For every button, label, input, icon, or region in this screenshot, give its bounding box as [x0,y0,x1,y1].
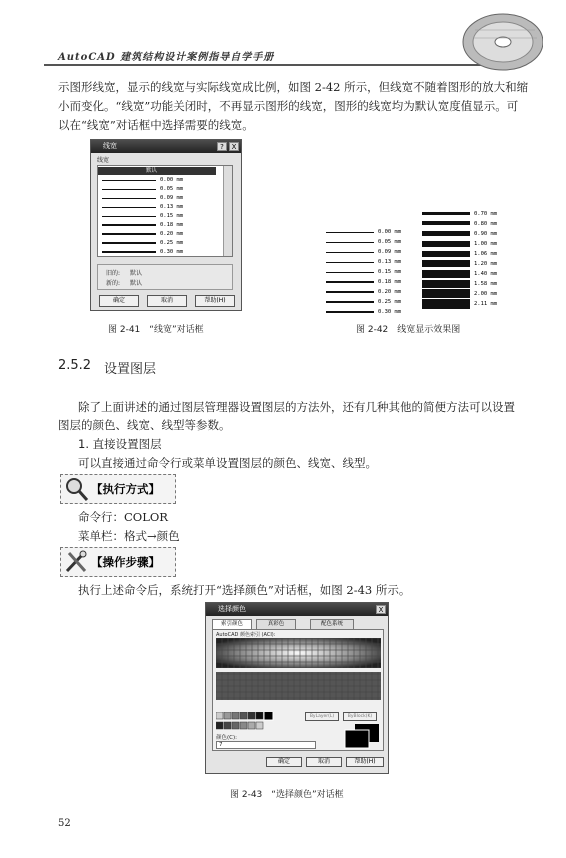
sample-label: 0.20 mm [378,289,402,295]
figure-caption: 图 2-43 “选择颜色”对话框 [230,790,344,800]
new-value: 默认 [130,280,143,287]
sample-label: 1.20 mm [474,261,498,267]
list-item-label: 0.05 mm [160,186,184,192]
header-rule [44,64,522,66]
dialog-title: 选择颜色 [218,605,246,613]
list-item-label: 0.18 mm [160,222,184,228]
sample-label: 0.80 mm [474,221,498,227]
list-item-label: 0.13 mm [160,204,184,210]
list-item[interactable] [98,239,216,247]
tab-color-books[interactable]: 配色系统 [310,619,354,629]
bylayer-button[interactable]: ByLayer(L) [305,712,339,721]
color-input[interactable]: 7 [216,741,316,749]
sample-label: 0.15 mm [378,269,402,275]
sample-label: 0.09 mm [378,249,402,255]
list-item-label: 默认 [146,168,158,174]
paragraph-line: 以在“线宽”对话框中选择需要的线宽。 [58,118,254,132]
sample-label: 0.13 mm [378,259,402,265]
sample-label: 2.00 mm [474,291,498,297]
select-color-titlebar [206,603,388,616]
close-button[interactable]: X [376,605,386,614]
paragraph-line: 执行上述命令后，系统打开“选择颜色”对话框，如图 2-43 所示。 [78,583,411,597]
paragraph-line: 小而变化。“线宽”功能关闭时，不再显示图形的线宽，图形的线宽均为默认宽度值显示。可 [58,99,519,113]
help-button[interactable]: 帮助(H) [195,295,235,307]
list-label: 线宽 [97,157,110,164]
list-item[interactable] [98,185,216,193]
sample-label: 0.18 mm [378,279,402,285]
badge-label: 【操作步骤】 [91,555,160,569]
sample-label: 2.11 mm [474,301,498,307]
old-new-group [97,264,233,290]
list-item-label: 0.20 mm [160,231,184,237]
help-button[interactable]: 帮助(H) [346,757,384,767]
subsection-title: 1. 直接设置图层 [78,437,162,451]
lineweight-dialog-titlebar [91,140,241,153]
byblock-button[interactable]: ByBlock(K) [343,712,377,721]
list-item[interactable] [98,212,216,220]
sample-label: 0.00 mm [378,229,402,235]
paragraph-line: 可以直接通过命令行或菜单设置图层的颜色、线宽、线型。 [78,456,377,470]
sample-label: 0.70 mm [474,211,498,217]
new-label: 新的: [106,280,121,287]
figure-caption: 图 2-42 线宽显示效果图 [356,325,461,335]
sample-label: 1.06 mm [474,251,498,257]
tab-panel [212,629,384,751]
exec-method-badge [60,474,176,504]
help-title-button[interactable]: ? [217,142,227,151]
section-title: 设置图层 [104,362,157,377]
steps-badge [60,547,176,577]
sample-label: 0.25 mm [378,299,402,305]
tab-index-color[interactable]: 索引颜色 [212,619,252,629]
paragraph-line: 菜单栏：格式→颜色 [78,529,180,543]
list-item[interactable] [98,203,216,211]
list-item-label: 0.15 mm [160,213,184,219]
standard-color-swatches[interactable] [216,712,276,730]
list-scrollbar[interactable] [223,166,232,256]
list-item[interactable] [98,230,216,238]
list-item[interactable] [98,221,216,229]
list-item-label: 0.30 mm [160,249,184,255]
paragraph-line: 命令行：COLOR [78,510,168,524]
lineweight-dialog [90,139,242,311]
sample-label: 0.30 mm [378,309,402,315]
sample-label: 0.90 mm [474,231,498,237]
list-item-label: 0.00 mm [160,177,184,183]
select-color-dialog [205,602,389,774]
sample-label: 1.40 mm [474,271,498,277]
figure-caption: 图 2-41 “线宽”对话框 [108,325,204,335]
header-title: AutoCAD 建筑结构设计案例指导自学手册 [58,52,275,63]
old-label: 旧的: [106,270,121,277]
ok-button[interactable]: 确定 [266,757,302,767]
page-number: 52 [58,818,71,829]
paragraph-line: 图层的颜色、线宽、线型等参数。 [58,418,231,432]
list-item-label: 0.09 mm [160,195,184,201]
section-number: 2.5.2 [58,358,92,373]
close-button[interactable]: X [229,142,239,151]
list-item[interactable] [98,248,216,256]
aci-label: AutoCAD 颜色索引 (ACI): [216,632,276,638]
paragraph-line: 示图形线宽，显示的线宽与实际线宽成比例，如图 2-42 所示，但线宽不随着图形的放大和缩 [58,80,529,94]
list-item[interactable] [98,176,216,184]
sample-label: 1.00 mm [474,241,498,247]
aci-color-grid[interactable] [216,638,381,700]
tab-true-color[interactable]: 真彩色 [256,619,296,629]
list-item-label: 0.25 mm [160,240,184,246]
lineweight-samples-figure [326,209,536,313]
color-preview [343,724,381,750]
magnifier-icon [63,476,89,502]
header-disc-icon [455,10,543,72]
lineweight-list[interactable] [97,165,233,257]
cancel-button[interactable]: 取消 [147,295,187,307]
list-item-selected[interactable] [98,167,216,175]
cancel-button[interactable]: 取消 [306,757,342,767]
dialog-title: 线宽 [103,142,117,150]
list-item[interactable] [98,194,216,202]
paragraph-line: 除了上面讲述的通过图层管理器设置图层的方法外，还有几种其他的简便方法可以设置 [78,400,515,414]
old-value: 默认 [130,270,143,277]
ok-button[interactable]: 确定 [99,295,139,307]
color-label: 颜色(C): [216,735,237,741]
sample-label: 1.58 mm [474,281,498,287]
tools-icon [63,549,89,575]
sample-label: 0.05 mm [378,239,402,245]
badge-label: 【执行方式】 [91,482,160,496]
tab-bar [212,619,384,629]
